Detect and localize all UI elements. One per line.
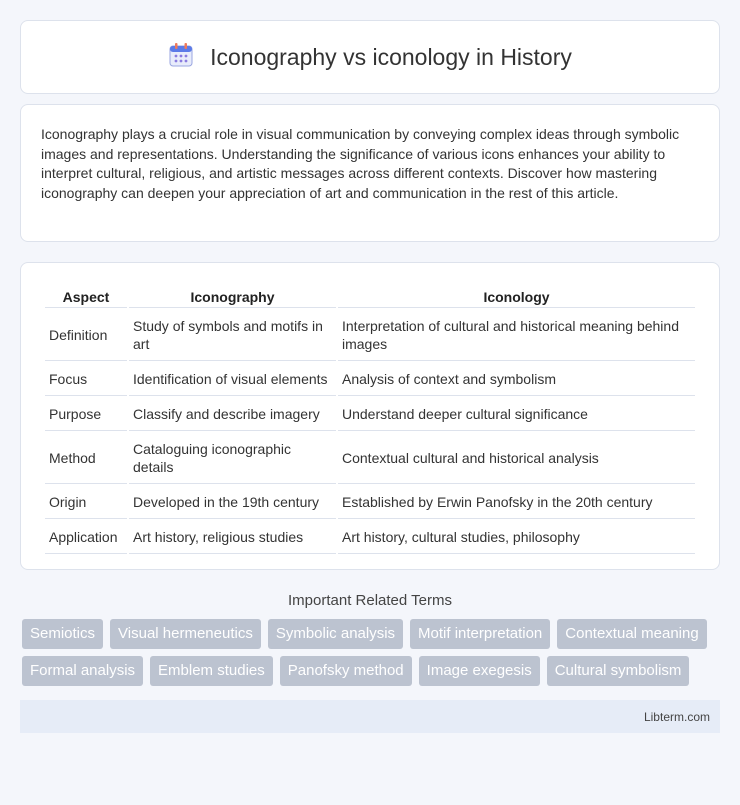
table-cell: Application [45, 521, 127, 554]
intro-card [20, 104, 720, 242]
page-title: Iconography vs iconology in History [210, 43, 572, 70]
table-cell: Study of symbols and motifs in art [129, 310, 336, 361]
column-header-iconography: Iconography [129, 283, 336, 308]
footer [20, 700, 720, 733]
table-row [45, 398, 695, 431]
tag-visual-hermeneutics[interactable]: Visual hermeneutics [110, 619, 261, 649]
table-header-row [45, 283, 695, 308]
tag-panofsky-method[interactable]: Panofsky method [280, 656, 412, 686]
table-row [45, 310, 695, 361]
tag-motif-interpretation[interactable]: Motif interpretation [410, 619, 550, 649]
table-cell: Identification of visual elements [129, 363, 336, 396]
table-cell: Art history, religious studies [129, 521, 336, 554]
table-cell: Focus [45, 363, 127, 396]
related-terms-title: Important Related Terms [288, 592, 452, 609]
table-cell: Contextual cultural and historical analysis [338, 433, 695, 484]
table-cell: Developed in the 19th century [129, 486, 336, 519]
table-row [45, 363, 695, 396]
footer-site-link[interactable]: Libterm.com [643, 709, 710, 724]
table-cell: Art history, cultural studies, philosophy [338, 521, 695, 554]
table-cell: Cataloguing iconographic details [129, 433, 336, 484]
table-cell: Interpretation of cultural and historical meaning behind images [338, 310, 695, 361]
related-terms-tags [0, 619, 740, 686]
calendar-icon [168, 42, 194, 73]
tag-semiotics[interactable]: Semiotics [22, 619, 103, 649]
tag-symbolic-analysis[interactable]: Symbolic analysis [268, 619, 403, 649]
table-cell: Understand deeper cultural significance [338, 398, 695, 431]
column-header-iconology: Iconology [338, 283, 695, 308]
intro-text: Iconography plays a crucial role in visual communication by conveying complex ideas through symbolic images and representations. Understanding the significance of various icons enhances your ability to interpret cultural, religious, and artistic messages across different contexts. Discover how mastering iconography can deepen your appreciation of art and communication in the rest of this article. [41, 126, 680, 201]
related-terms-section [0, 592, 740, 686]
table-cell: Definition [45, 310, 127, 361]
table-cell: Analysis of context and symbolism [338, 363, 695, 396]
table-row [45, 433, 695, 484]
table-cell: Classify and describe imagery [129, 398, 336, 431]
tag-contextual-meaning[interactable]: Contextual meaning [557, 619, 706, 649]
tag-emblem-studies[interactable]: Emblem studies [150, 656, 273, 686]
tag-image-exegesis[interactable]: Image exegesis [419, 656, 540, 686]
table-cell: Origin [45, 486, 127, 519]
tag-cultural-symbolism[interactable]: Cultural symbolism [547, 656, 690, 686]
comparison-table [43, 281, 697, 556]
header-card [20, 20, 720, 94]
table-cell: Purpose [45, 398, 127, 431]
comparison-table-card [20, 262, 720, 570]
column-header-aspect: Aspect [45, 283, 127, 308]
table-row [45, 521, 695, 554]
table-cell: Established by Erwin Panofsky in the 20th century [338, 486, 695, 519]
table-row [45, 486, 695, 519]
table-cell: Method [45, 433, 127, 484]
tag-formal-analysis[interactable]: Formal analysis [22, 656, 143, 686]
